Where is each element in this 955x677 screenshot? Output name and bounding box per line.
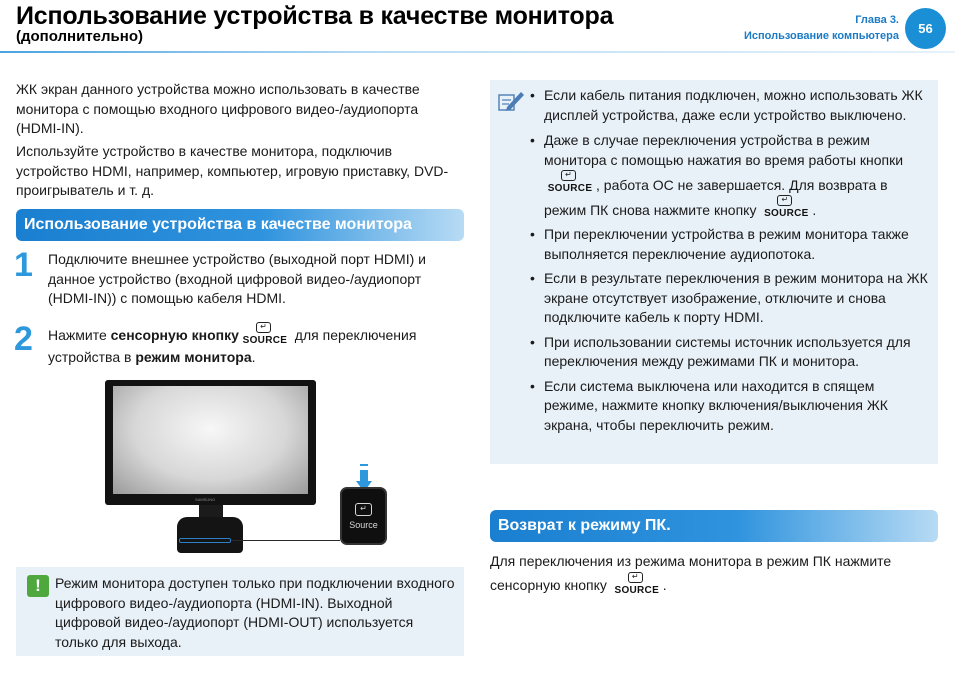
step-2-bold-touch-button: сенсорную кнопку xyxy=(110,327,239,343)
source-button-icon: ↵ SOURCE xyxy=(764,195,809,219)
page-number-badge: 56 xyxy=(905,8,946,49)
page-subtitle: (дополнительно) xyxy=(16,28,143,45)
monitor-screen xyxy=(113,386,308,494)
note-item: • Если система выключена или находится в спящем режиме, нажмите кнопку включения/выключения ЖК экрана, чтобы переключить режим. xyxy=(528,377,932,436)
intro-paragraph-1: ЖК экран данного устройства можно использовать в качестве монитора с помощью входного цифрового видео-/аудиопорта (HDMI-IN). xyxy=(16,81,420,136)
step-number-1: 1 xyxy=(14,246,33,284)
return-text-end: . xyxy=(662,577,667,593)
intro-paragraph-2: Используйте устройство в качестве монитора, подключив устройство HDMI, например, компьютер, игровую приставку, DVD-проигрыватель и т. д. xyxy=(16,143,449,198)
monitor-base xyxy=(177,517,243,553)
source-touch-button xyxy=(340,487,387,545)
chapter-name: Использование компьютера xyxy=(743,30,899,42)
caution-icon: ! xyxy=(27,575,49,597)
source-button-label: Source xyxy=(349,520,378,530)
note-2-part-c: . xyxy=(812,202,817,218)
note-2-part-b: , работа ОС не завершается. Для возврата в режим ПК снова нажмите кнопку xyxy=(544,177,888,218)
source-button-icon: ↵ SOURCE xyxy=(242,322,288,346)
section-heading-return: Возврат к режиму ПК. xyxy=(490,510,938,542)
step-2-pre: Нажмите xyxy=(48,327,111,343)
source-button-icon: ↵ SOURCE xyxy=(547,170,593,194)
source-button-icon: ↵ SOURCE xyxy=(614,572,660,596)
note-list xyxy=(528,86,932,440)
source-label: SOURCE xyxy=(242,335,288,346)
step-1-text: Подключите внешнее устройство (выходной порт HDMI) и данное устройство (входной цифровой видео-/аудиопорт (HDMI-IN)) с помощью кабеля HDMI. xyxy=(48,251,426,306)
step-2-text xyxy=(48,322,466,368)
source-label: SOURCE xyxy=(614,585,660,596)
note-2-part-a: Даже в случае переключения устройства в режим монитора с помощью нажатия во время работы кнопки xyxy=(544,132,904,168)
callout-line xyxy=(231,540,340,541)
caution-text: Режим монитора доступен только при подключении входного цифрового видео-/аудиопорта (HDMI-IN). Выходной цифровой видео-/аудиопорт (HDMI-OUT) используется только для выхода. xyxy=(55,575,455,650)
note-box xyxy=(490,80,938,464)
step-2-end: . xyxy=(251,349,256,365)
step-2-bold-monitor-mode: режим монитора xyxy=(135,349,252,365)
step-2-mid: для переключения устройства в xyxy=(48,327,417,365)
caution-box xyxy=(16,567,464,656)
note-item: • При использовании системы источник используется для переключения между режимами ПК и монитора. xyxy=(528,333,932,372)
monitor-brand: SAMSUNG xyxy=(195,497,216,502)
note-item: • Если кабель питания подключен, можно использовать ЖК дисплей устройства, даже если устройство выключено. xyxy=(528,86,932,125)
monitor-port-highlight xyxy=(179,538,231,543)
source-label: SOURCE xyxy=(764,208,809,219)
section-heading-monitor: Использование устройства в качестве монитора xyxy=(16,209,464,241)
source-label: SOURCE xyxy=(547,183,593,194)
chapter-label xyxy=(744,12,899,44)
return-text xyxy=(490,550,938,596)
page-title: Использование устройства в качестве монитора xyxy=(16,2,614,30)
return-text-pre: Для переключения из режима монитора в режим ПК нажмите сенсорную кнопку xyxy=(490,553,892,593)
note-item: • Если в результате переключения в режим монитора на ЖК экране отсутствует изображение, отключите и снова подключите кабель к порту HDMI. xyxy=(528,269,932,328)
header-divider xyxy=(0,51,955,53)
note-item xyxy=(528,130,932,220)
monitor-illustration xyxy=(105,380,395,552)
chapter-number: Глава 3. xyxy=(855,14,899,26)
note-item: • При переключении устройства в режим монитора также выполняется переключение аудиопотока. xyxy=(528,225,932,264)
note-pencil-icon xyxy=(497,89,525,113)
step-number-2: 2 xyxy=(14,320,33,358)
source-arrow-icon: ↵ xyxy=(355,503,372,516)
